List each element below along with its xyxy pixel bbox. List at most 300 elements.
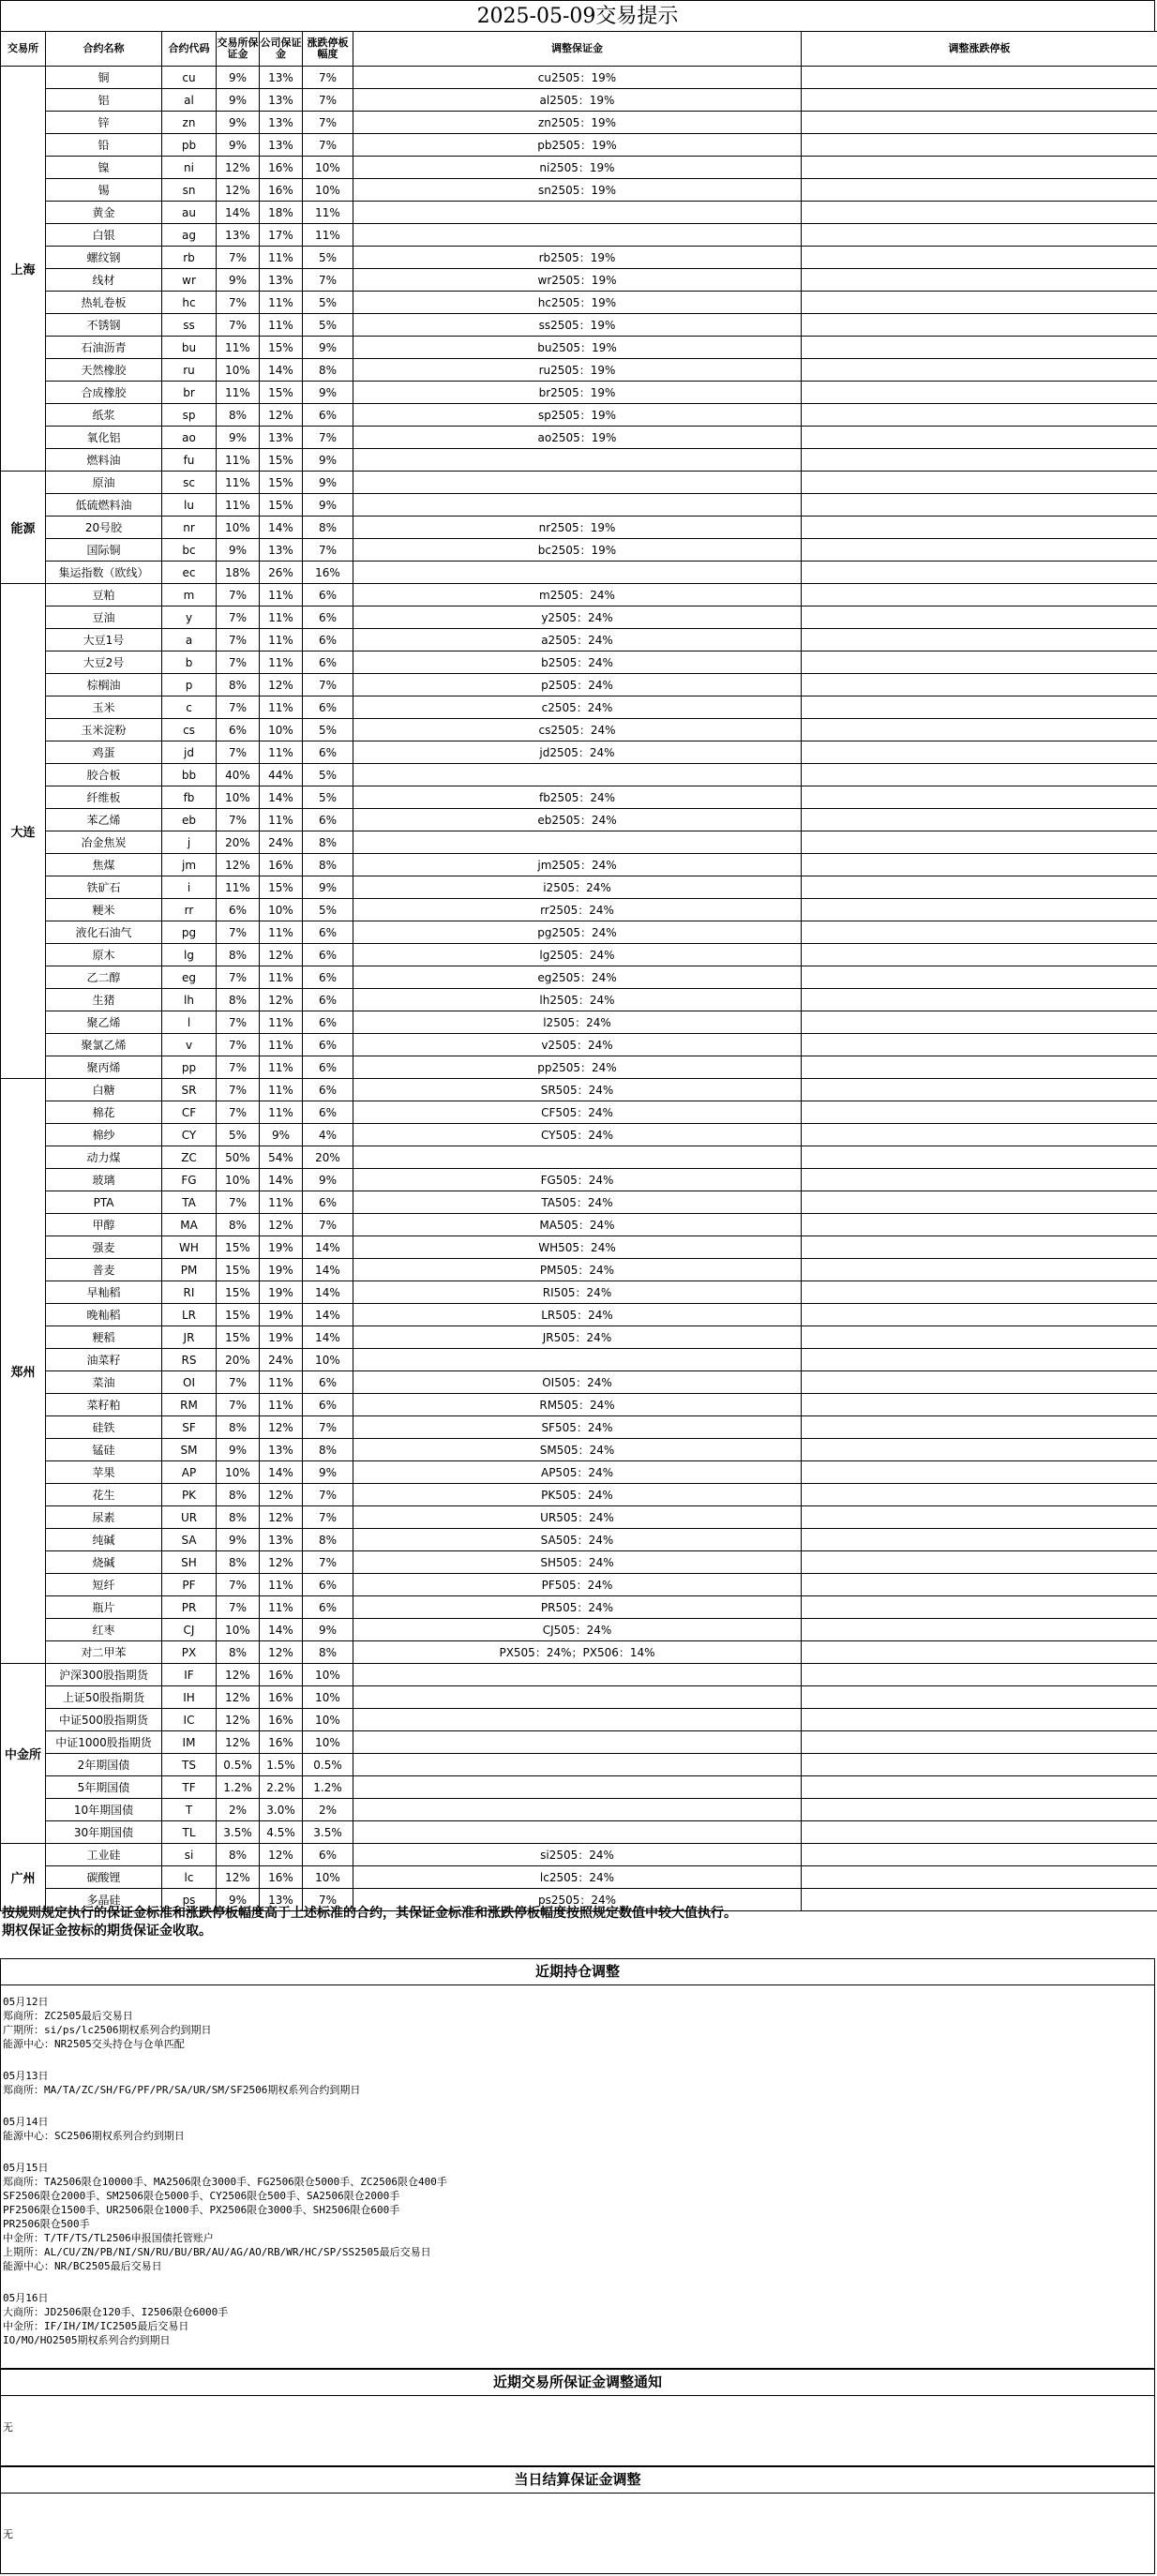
adjusted-limit-cell <box>802 809 1157 831</box>
adjusted-margin-cell: bu2505：19% <box>353 337 802 359</box>
contract-name-cell: 冶金焦炭 <box>46 831 162 854</box>
exchange-margin-cell: 8% <box>217 674 260 696</box>
company-margin-cell: 11% <box>260 1596 303 1619</box>
price-limit-cell: 7% <box>303 67 353 89</box>
contract-code-cell: jd <box>162 741 217 764</box>
date-label: 05月16日 <box>3 2292 49 2304</box>
table-row <box>1 472 1157 494</box>
exchange-margin-cell: 13% <box>217 224 260 247</box>
price-limit-cell: 9% <box>303 337 353 359</box>
adjusted-limit-cell <box>802 1191 1157 1214</box>
table-row <box>1 292 1157 314</box>
contract-name-cell: 生猪 <box>46 989 162 1011</box>
margin-table <box>0 31 1157 1911</box>
price-limit-cell: 8% <box>303 1529 353 1551</box>
price-limit-cell: 6% <box>303 966 353 989</box>
contract-name-cell: 晚籼稻 <box>46 1304 162 1326</box>
adjusted-limit-cell <box>802 359 1157 382</box>
company-margin-cell: 11% <box>260 314 303 337</box>
table-row <box>1 1776 1157 1799</box>
note-line: IO/MO/HO2505期权系列合约到期日 <box>3 2334 171 2346</box>
exchange-margin-cell: 7% <box>217 1394 260 1416</box>
adjusted-limit-cell <box>802 1259 1157 1281</box>
contract-name-cell: 胶合板 <box>46 764 162 786</box>
adjusted-limit-cell <box>802 1484 1157 1506</box>
exchange-margin-cell: 7% <box>217 292 260 314</box>
adjusted-margin-cell: SM505：24% <box>353 1439 802 1461</box>
table-row <box>1 1146 1157 1169</box>
contract-name-cell: 菜油 <box>46 1371 162 1394</box>
contract-name-cell: 短纤 <box>46 1574 162 1596</box>
price-limit-cell: 6% <box>303 1191 353 1214</box>
contract-code-cell: ZC <box>162 1146 217 1169</box>
exchange-margin-cell: 12% <box>217 1664 260 1686</box>
settlement-margin-body: 无 <box>0 2494 1155 2574</box>
company-margin-cell: 17% <box>260 224 303 247</box>
adjusted-margin-cell: si2505：24% <box>353 1844 802 1866</box>
price-limit-cell: 7% <box>303 89 353 112</box>
company-margin-cell: 1.5% <box>260 1754 303 1776</box>
adjusted-limit-cell <box>802 67 1157 89</box>
contract-name-cell: 聚乙烯 <box>46 1011 162 1034</box>
company-margin-cell: 14% <box>260 359 303 382</box>
adjusted-margin-cell: RI505：24% <box>353 1281 802 1304</box>
adjusted-margin-cell <box>353 449 802 472</box>
company-margin-cell: 44% <box>260 764 303 786</box>
adjusted-limit-cell <box>802 1416 1157 1439</box>
company-margin-cell: 12% <box>260 1484 303 1506</box>
exchange-margin-cell: 18% <box>217 562 260 584</box>
exchange-margin-cell: 7% <box>217 696 260 719</box>
price-limit-cell: 7% <box>303 1889 353 1911</box>
contract-name-cell: 铅 <box>46 134 162 157</box>
contract-code-cell: jm <box>162 854 217 876</box>
table-row <box>1 202 1157 224</box>
company-margin-cell: 18% <box>260 202 303 224</box>
table-row <box>1 1506 1157 1529</box>
contract-code-cell: fu <box>162 449 217 472</box>
contract-name-cell: 对二甲苯 <box>46 1641 162 1664</box>
contract-name-cell: 铝 <box>46 89 162 112</box>
adjusted-margin-cell: rr2505：24% <box>353 899 802 921</box>
adjusted-margin-cell: lh2505：24% <box>353 989 802 1011</box>
company-margin-cell: 16% <box>260 1866 303 1889</box>
adjusted-margin-cell <box>353 472 802 494</box>
price-limit-cell: 6% <box>303 1371 353 1394</box>
exchange-margin-cell: 40% <box>217 764 260 786</box>
contract-name-cell: 甲醇 <box>46 1214 162 1236</box>
contract-name-cell: 20号胶 <box>46 517 162 539</box>
table-row <box>1 112 1157 134</box>
exchange-margin-cell: 3.5% <box>217 1821 260 1844</box>
table-row <box>1 67 1157 89</box>
contract-code-cell: SA <box>162 1529 217 1551</box>
price-limit-cell: 6% <box>303 1056 353 1079</box>
adjusted-margin-cell: hc2505：19% <box>353 292 802 314</box>
adjusted-margin-cell: b2505：24% <box>353 651 802 674</box>
adjusted-margin-cell: LR505：24% <box>353 1304 802 1326</box>
exchange-margin-cell: 10% <box>217 1169 260 1191</box>
company-margin-cell: 11% <box>260 1011 303 1034</box>
contract-code-cell: lu <box>162 494 217 517</box>
company-margin-cell: 13% <box>260 112 303 134</box>
contract-code-cell: CY <box>162 1124 217 1146</box>
date-label: 05月15日 <box>3 2162 49 2174</box>
adjusted-margin-cell: UR505：24% <box>353 1506 802 1529</box>
company-margin-cell: 11% <box>260 1056 303 1079</box>
price-limit-cell: 6% <box>303 741 353 764</box>
price-limit-cell: 6% <box>303 651 353 674</box>
adjusted-margin-cell: OI505：24% <box>353 1371 802 1394</box>
adjusted-limit-cell <box>802 1574 1157 1596</box>
exchange-margin-cell: 11% <box>217 449 260 472</box>
exchange-margin-cell: 14% <box>217 202 260 224</box>
company-margin-cell: 11% <box>260 1574 303 1596</box>
adjusted-margin-cell: PM505：24% <box>353 1259 802 1281</box>
exchange-margin-cell: 7% <box>217 314 260 337</box>
exchange-margin-cell: 8% <box>217 944 260 966</box>
exchange-margin-cell: 12% <box>217 1709 260 1731</box>
contract-code-cell: sp <box>162 404 217 427</box>
table-row <box>1 179 1157 202</box>
exchange-margin-cell: 8% <box>217 1484 260 1506</box>
table-row <box>1 1034 1157 1056</box>
adjusted-limit-cell <box>802 741 1157 764</box>
company-margin-cell: 11% <box>260 696 303 719</box>
contract-name-cell: 花生 <box>46 1484 162 1506</box>
adjusted-margin-cell: ss2505：19% <box>353 314 802 337</box>
company-margin-cell: 14% <box>260 517 303 539</box>
adjusted-margin-cell <box>353 764 802 786</box>
exchange-margin-cell: 7% <box>217 651 260 674</box>
contract-code-cell: ru <box>162 359 217 382</box>
contract-name-cell: 燃料油 <box>46 449 162 472</box>
date-label: 05月12日 <box>3 1996 49 2008</box>
table-row <box>1 359 1157 382</box>
contract-code-cell: eg <box>162 966 217 989</box>
company-margin-cell: 12% <box>260 1214 303 1236</box>
adjusted-limit-cell <box>802 1304 1157 1326</box>
price-limit-cell: 9% <box>303 1619 353 1641</box>
contract-name-cell: 硅铁 <box>46 1416 162 1439</box>
adjusted-limit-cell <box>802 1079 1157 1101</box>
price-limit-cell: 5% <box>303 292 353 314</box>
exchange-margin-cell: 12% <box>217 1866 260 1889</box>
footnote-line-1: 按规则规定执行的保证金标准和涨跌停板幅度高于上述标准的合约，其保证金标准和涨跌停板幅度按照规定数值中较大值执行。 <box>2 1906 737 1921</box>
price-limit-cell: 5% <box>303 719 353 741</box>
adjusted-margin-cell: bc2505：19% <box>353 539 802 562</box>
contract-name-cell: 大豆2号 <box>46 651 162 674</box>
price-limit-cell: 10% <box>303 1709 353 1731</box>
company-margin-cell: 11% <box>260 584 303 607</box>
table-row <box>1 1079 1157 1101</box>
exchange-margin-cell: 10% <box>217 1619 260 1641</box>
adjusted-margin-cell: SA505：24% <box>353 1529 802 1551</box>
contract-name-cell: 集运指数（欧线） <box>46 562 162 584</box>
contract-code-cell: br <box>162 382 217 404</box>
contract-name-cell: 大豆1号 <box>46 629 162 651</box>
adjusted-limit-cell <box>802 1439 1157 1461</box>
price-limit-cell: 6% <box>303 629 353 651</box>
price-limit-cell: 2% <box>303 1799 353 1821</box>
price-limit-cell: 7% <box>303 1416 353 1439</box>
adjusted-limit-cell <box>802 1034 1157 1056</box>
company-margin-cell: 15% <box>260 337 303 359</box>
adjusted-limit-cell <box>802 989 1157 1011</box>
table-row <box>1 314 1157 337</box>
contract-name-cell: 原油 <box>46 472 162 494</box>
adjusted-limit-cell <box>802 1461 1157 1484</box>
contract-name-cell: 瓶片 <box>46 1596 162 1619</box>
adjusted-limit-cell <box>802 696 1157 719</box>
adjusted-limit-cell <box>802 1394 1157 1416</box>
contract-code-cell: IH <box>162 1686 217 1709</box>
adjusted-margin-cell: ni2505：19% <box>353 157 802 179</box>
exchange-margin-cell: 7% <box>217 921 260 944</box>
adjusted-limit-cell <box>802 629 1157 651</box>
contract-code-cell: AP <box>162 1461 217 1484</box>
table-row <box>1 651 1157 674</box>
contract-name-cell: 聚氯乙烯 <box>46 1034 162 1056</box>
company-margin-cell: 13% <box>260 427 303 449</box>
company-margin-cell: 13% <box>260 67 303 89</box>
adjusted-margin-cell: MA505：24% <box>353 1214 802 1236</box>
contract-code-cell: bb <box>162 764 217 786</box>
exchange-cell: 郑州 <box>1 1079 46 1664</box>
contract-code-cell: CF <box>162 1101 217 1124</box>
adjusted-limit-cell <box>802 921 1157 944</box>
contract-name-cell: 白糖 <box>46 1079 162 1101</box>
exchange-margin-cell: 8% <box>217 1844 260 1866</box>
contract-code-cell: RM <box>162 1394 217 1416</box>
company-margin-cell: 15% <box>260 876 303 899</box>
date-label: 05月13日 <box>3 2070 49 2082</box>
exchange-margin-cell: 12% <box>217 179 260 202</box>
exchange-margin-cell: 7% <box>217 1574 260 1596</box>
price-limit-cell: 14% <box>303 1236 353 1259</box>
contract-name-cell: 粳米 <box>46 899 162 921</box>
contract-name-cell: 多晶硅 <box>46 1889 162 1911</box>
price-limit-cell: 6% <box>303 1034 353 1056</box>
exchange-margin-cell: 9% <box>217 67 260 89</box>
table-row <box>1 989 1157 1011</box>
adjusted-limit-cell <box>802 1596 1157 1619</box>
exchange-margin-cell: 8% <box>217 1551 260 1574</box>
adjusted-limit-cell <box>802 1371 1157 1394</box>
note-line: PF2506限仓1500手、UR2506限仓1000手、PX2506限仓3000手、SH2506限仓600手 <box>3 2204 400 2216</box>
company-margin-cell: 19% <box>260 1304 303 1326</box>
adjusted-limit-cell <box>802 202 1157 224</box>
note-line: 能源中心：NR/BC2505最后交易日 <box>3 2260 162 2272</box>
adjusted-limit-cell <box>802 157 1157 179</box>
table-row <box>1 1281 1157 1304</box>
header-adjusted-margin: 调整保证金 <box>353 32 802 67</box>
company-margin-cell: 13% <box>260 1529 303 1551</box>
table-row <box>1 1259 1157 1281</box>
price-limit-cell: 6% <box>303 1394 353 1416</box>
adjusted-limit-cell <box>802 1349 1157 1371</box>
settlement-margin-title: 当日结算保证金调整 <box>0 2466 1155 2494</box>
contract-code-cell: v <box>162 1034 217 1056</box>
contract-code-cell: y <box>162 607 217 629</box>
footnote-line-2: 期权保证金按标的期货保证金收取。 <box>2 1924 212 1939</box>
adjusted-margin-cell: y2505：24% <box>353 607 802 629</box>
exchange-cell: 上海 <box>1 67 46 472</box>
table-row <box>1 517 1157 539</box>
contract-name-cell: 棕榈油 <box>46 674 162 696</box>
table-row <box>1 1709 1157 1731</box>
adjusted-limit-cell <box>802 472 1157 494</box>
table-row <box>1 1394 1157 1416</box>
table-row <box>1 1011 1157 1034</box>
price-limit-cell: 20% <box>303 1146 353 1169</box>
contract-name-cell: 铁矿石 <box>46 876 162 899</box>
table-row <box>1 1821 1157 1844</box>
adjusted-limit-cell <box>802 1844 1157 1866</box>
adjusted-limit-cell <box>802 607 1157 629</box>
contract-code-cell: bu <box>162 337 217 359</box>
contract-name-cell: 2年期国债 <box>46 1754 162 1776</box>
contract-code-cell: wr <box>162 269 217 292</box>
table-row <box>1 1416 1157 1439</box>
company-margin-cell: 15% <box>260 449 303 472</box>
contract-name-cell: 纯碱 <box>46 1529 162 1551</box>
adjusted-margin-cell: al2505：19% <box>353 89 802 112</box>
contract-code-cell: ag <box>162 224 217 247</box>
contract-code-cell: hc <box>162 292 217 314</box>
adjusted-limit-cell <box>802 1754 1157 1776</box>
exchange-margin-cell: 7% <box>217 1101 260 1124</box>
exchange-margin-cell: 7% <box>217 629 260 651</box>
adjusted-limit-cell <box>802 314 1157 337</box>
contract-code-cell: au <box>162 202 217 224</box>
exchange-margin-cell: 0.5% <box>217 1754 260 1776</box>
adjusted-margin-cell <box>353 202 802 224</box>
date-block <box>3 1995 1152 2051</box>
company-margin-cell: 2.2% <box>260 1776 303 1799</box>
contract-code-cell: sc <box>162 472 217 494</box>
adjusted-limit-cell <box>802 1821 1157 1844</box>
company-margin-cell: 12% <box>260 1416 303 1439</box>
company-margin-cell: 24% <box>260 831 303 854</box>
company-margin-cell: 13% <box>260 89 303 112</box>
contract-code-cell: l <box>162 1011 217 1034</box>
contract-code-cell: nr <box>162 517 217 539</box>
exchange-margin-cell: 8% <box>217 1506 260 1529</box>
adjusted-margin-cell: cu2505：19% <box>353 67 802 89</box>
adjusted-margin-cell: PX505：24%；PX506：14% <box>353 1641 802 1664</box>
company-margin-cell: 12% <box>260 1551 303 1574</box>
contract-name-cell: 纤维板 <box>46 786 162 809</box>
adjusted-margin-cell <box>353 1821 802 1844</box>
contract-code-cell: CJ <box>162 1619 217 1641</box>
price-limit-cell: 11% <box>303 202 353 224</box>
price-limit-cell: 14% <box>303 1259 353 1281</box>
exchange-margin-cell: 6% <box>217 719 260 741</box>
table-row <box>1 1664 1157 1686</box>
adjusted-margin-cell: CY505：24% <box>353 1124 802 1146</box>
price-limit-cell: 5% <box>303 247 353 269</box>
adjusted-limit-cell <box>802 1124 1157 1146</box>
adjusted-margin-cell: RM505：24% <box>353 1394 802 1416</box>
header-company-margin: 公司保证金 <box>260 32 303 67</box>
adjusted-limit-cell <box>802 1776 1157 1799</box>
header-name: 合约名称 <box>46 32 162 67</box>
price-limit-cell: 9% <box>303 472 353 494</box>
exchange-margin-cell: 7% <box>217 741 260 764</box>
exchange-margin-cell: 7% <box>217 966 260 989</box>
exchange-margin-cell: 12% <box>217 1731 260 1754</box>
margin-notice-title: 近期交易所保证金调整通知 <box>0 2369 1155 2396</box>
adjusted-margin-cell: fb2505：24% <box>353 786 802 809</box>
adjusted-limit-cell <box>802 562 1157 584</box>
adjusted-limit-cell <box>802 764 1157 786</box>
note-line: PR2506限仓500手 <box>3 2218 90 2230</box>
contract-name-cell: 豆粕 <box>46 584 162 607</box>
price-limit-cell: 0.5% <box>303 1754 353 1776</box>
contract-code-cell: SF <box>162 1416 217 1439</box>
adjusted-limit-cell <box>802 786 1157 809</box>
exchange-cell: 中金所 <box>1 1664 46 1844</box>
price-limit-cell: 11% <box>303 224 353 247</box>
price-limit-cell: 6% <box>303 1844 353 1866</box>
contract-name-cell: 普麦 <box>46 1259 162 1281</box>
adjusted-limit-cell <box>802 1799 1157 1821</box>
table-row <box>1 134 1157 157</box>
adjusted-margin-cell: TA505：24% <box>353 1191 802 1214</box>
company-margin-cell: 12% <box>260 1641 303 1664</box>
exchange-margin-cell: 7% <box>217 1034 260 1056</box>
table-row <box>1 831 1157 854</box>
price-limit-cell: 6% <box>303 809 353 831</box>
exchange-margin-cell: 9% <box>217 1529 260 1551</box>
adjusted-margin-cell: rb2505：19% <box>353 247 802 269</box>
contract-name-cell: 菜籽粕 <box>46 1394 162 1416</box>
contract-code-cell: p <box>162 674 217 696</box>
adjusted-margin-cell: eg2505：24% <box>353 966 802 989</box>
adjusted-margin-cell: SF505：24% <box>353 1416 802 1439</box>
table-row <box>1 786 1157 809</box>
company-margin-cell: 11% <box>260 1034 303 1056</box>
table-row <box>1 854 1157 876</box>
adjusted-limit-cell <box>802 1731 1157 1754</box>
contract-code-cell: SR <box>162 1079 217 1101</box>
contract-name-cell: 烧碱 <box>46 1551 162 1574</box>
adjusted-margin-cell: FG505：24% <box>353 1169 802 1191</box>
contract-code-cell: c <box>162 696 217 719</box>
adjusted-limit-cell <box>802 1866 1157 1889</box>
contract-code-cell: WH <box>162 1236 217 1259</box>
exchange-margin-cell: 7% <box>217 1056 260 1079</box>
price-limit-cell: 16% <box>303 562 353 584</box>
company-margin-cell: 12% <box>260 674 303 696</box>
adjusted-margin-cell: zn2505：19% <box>353 112 802 134</box>
contract-code-cell: pg <box>162 921 217 944</box>
contract-name-cell: 苯乙烯 <box>46 809 162 831</box>
contract-name-cell: 聚丙烯 <box>46 1056 162 1079</box>
contract-code-cell: T <box>162 1799 217 1821</box>
adjusted-limit-cell <box>802 404 1157 427</box>
exchange-margin-cell: 12% <box>217 1686 260 1709</box>
adjusted-limit-cell <box>802 539 1157 562</box>
contract-name-cell: 上证50股指期货 <box>46 1686 162 1709</box>
contract-code-cell: PM <box>162 1259 217 1281</box>
contract-name-cell: 棉花 <box>46 1101 162 1124</box>
adjusted-limit-cell <box>802 1101 1157 1124</box>
adjusted-limit-cell <box>802 1056 1157 1079</box>
contract-name-cell: 强麦 <box>46 1236 162 1259</box>
exchange-margin-cell: 9% <box>217 539 260 562</box>
